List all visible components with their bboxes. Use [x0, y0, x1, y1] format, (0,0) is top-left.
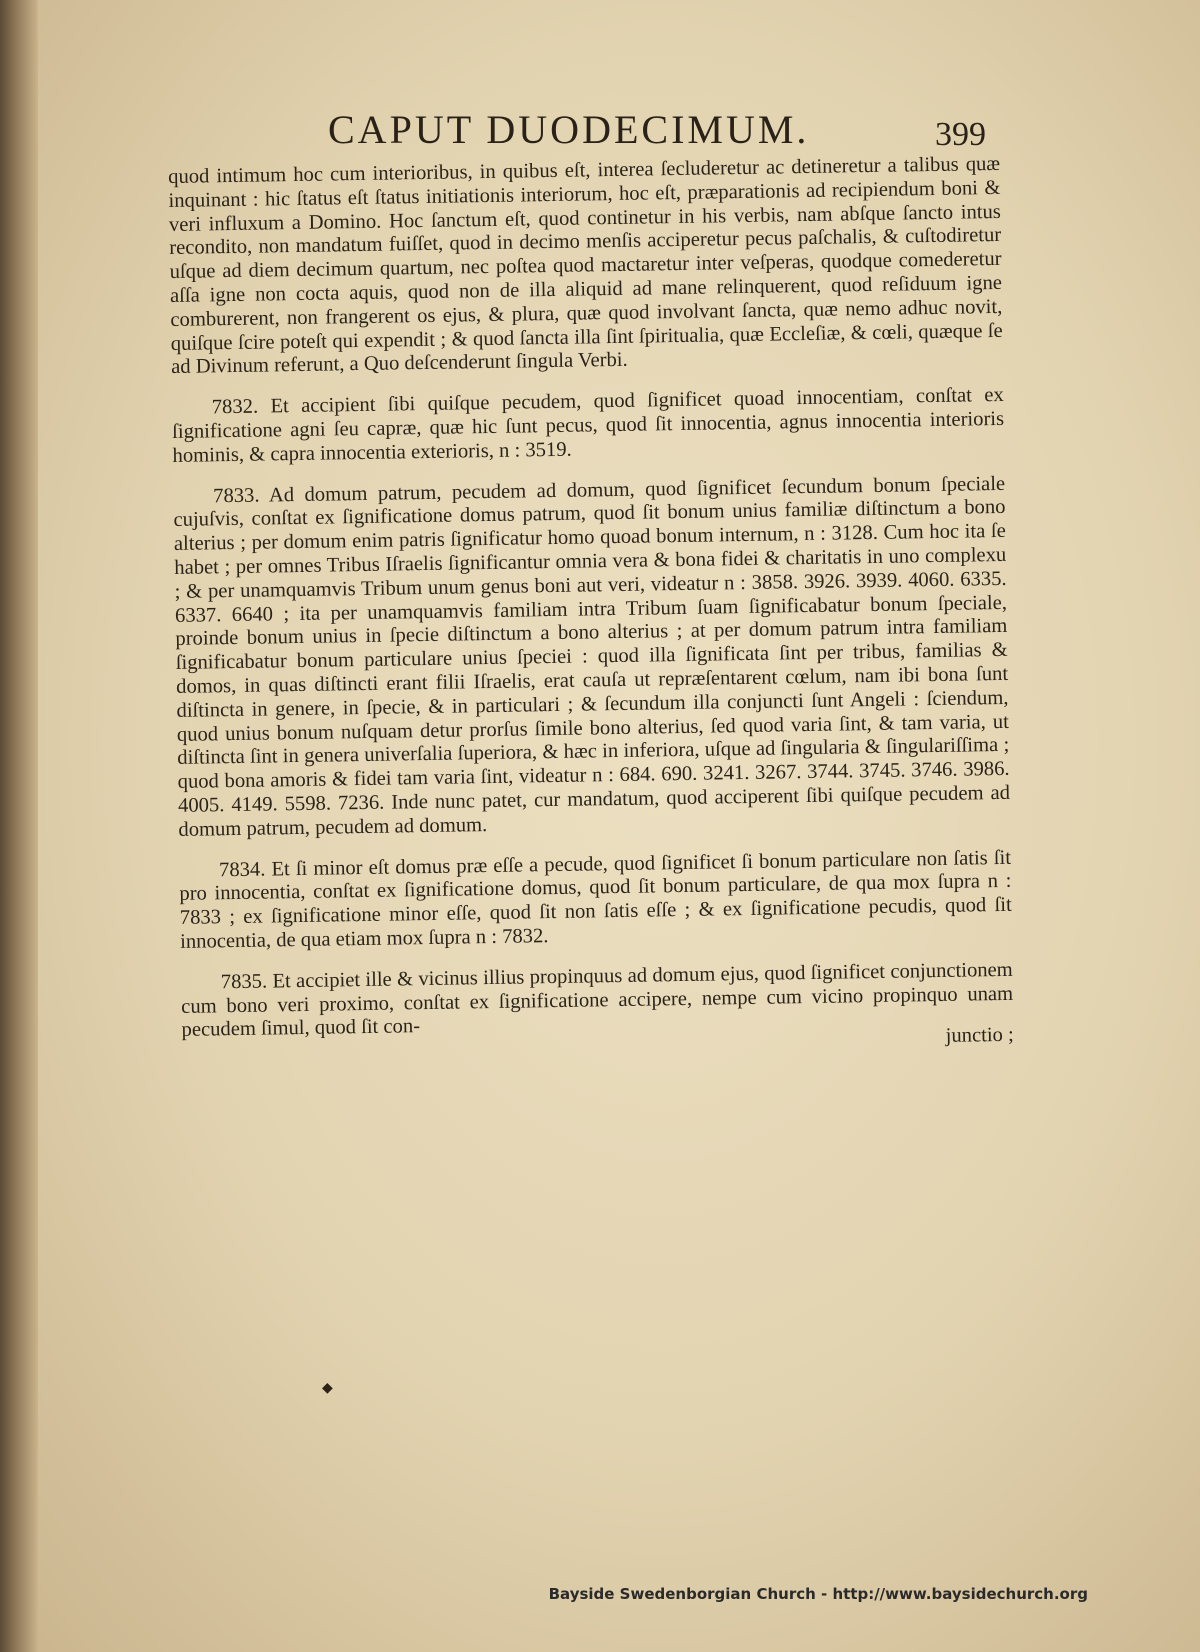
catchword: junctio ;	[945, 1023, 1014, 1047]
body-text	[168, 153, 1014, 1061]
binding-gutter	[0, 0, 38, 1652]
page-number: 399	[935, 116, 986, 153]
paragraph-continuation: quod intimum hoc cum interioribus, in quibus eſt, interea ſecluderetur ac detineretur a talibus quæ inquinant : hic ſtatus eſt ſtatus initiationis interiorum, hoc eſt, præparationis ad recipiendum boni & veri influxum a Domino. Hoc ſanctum eſt, quod continetur in his verbis, nam abſque ſancto intus recondito, non mandatum fuiſſet, quod in decimo menſis acciperetur pecus paſchalis, & cuſtodiretur uſque ad diem decimum quartum, nec poſtea quod mactaretur inter veſperas, quodque comederetur aſſa igne non cocta aquis, quod non de illa aliquid ad mane relinquerent, quod reſiduum igne comburerent, non frangerent os ejus, & plura, quæ quod involvant ſancta, quæ nemo adhuc novit, quiſque ſcire poteſt qui expendit ; & quod ſancta illa ſint ſpiritualia, quæ Eccleſiæ, & cœli, quæque ſe ad Divinum referunt, a Quo deſcenderunt ſingula Verbi.	[168, 152, 1003, 379]
paragraph-7834: 7834. Et ſi minor eſt domus præ eſſe a pecude, quod ſignificet ſi bonum particulare non ſatis ſit pro innocentia, conſtat ex ſignificatione domus, quod ſit bonum particulare, de qua mox ſupra n : 7833 ; ex ſignificatione minor eſſe, quod ſit non ſatis eſſe ; & ex ſignificatione pecudis, quod ſit innocentia, de qua etiam mox ſupra n : 7832.	[179, 846, 1012, 953]
ink-speck-icon: ◆	[322, 1380, 333, 1396]
footer-credit: Bayside Swedenborgian Church - http://www.baysidechurch.org	[548, 1585, 1088, 1603]
paragraph-7832: 7832. Et accipient ſibi quiſque pecudem, quod ſignificet quoad innocentiam, conſtat ex ſignificatione agni ſeu capræ, quæ hic ſunt pecus, quod ſit innocentia, agnus innocentia interioris hominis, & capra innocentia exterioris, n : 3519.	[172, 384, 1005, 467]
running-title: CAPUT DUODECIMUM.	[328, 107, 810, 152]
paragraph-7833: 7833. Ad domum patrum, pecudem ad domum, quod ſignificet ſecundum bonum ſpeciale cujuſvis, conſtat ex ſignificatione domus patrum, quod ſit bonum unius familiæ diſtinctum a bono alterius ; per domum enim patris ſignificatur homo quoad bonum internum, n : 3128. Cum hoc ita ſe habet ; per omnes Tribus Iſraelis ſignificantur omnia vera & bona fidei & charitatis in uno complexu ; & per unamquamvis Tribum unum genus boni aut veri, videatur n : 3858. 3926. 3939. 4060. 6335. 6337. 6640 ; ita per unamquamvis familiam intra Tribum ſuam ſignificabatur bonum ſpeciale, proinde bonum unius in ſpecie diſtinctum a bono alterius ; at per domum patrum intra familiam ſignificabatur bonum particulare unius ſpeciei : quod illa ſignificata ſint per tribus, familias & domos, in quas diſtincti erant filii Iſraelis, erat cauſa ut repræſentarent cœlum, nam ibi bona ſunt diſtincta in genere, in ſpecie, & in particulari ; & ſecundum illa conjuncti ſunt Angeli : ſciendum, quod unius bonum nuſquam detur prorſus ſimile bono alterius, ſed quod varia ſint, & tam varia, ut diſtincta ſint in genera univerſalia ſuperiora, & hæc in inferiora, uſque ad ſingularia & ſingulariſſima ; quod bona amoris & fidei tam varia ſint, videatur n : 684. 690. 3241. 3267. 3744. 3745. 3746. 3986. 4005. 4149. 5598. 7236. Inde nunc patet, cur mandatum, quod acciperent ſibi quiſque pecudem ad domum patrum, pecudem ad domum.	[173, 472, 1011, 841]
paragraph-7835: 7835. Et accipiet ille & vicinus illius propinquus ad domum ejus, quod ſignificet conjunctionem cum bono veri proximo, conſtat ex ſignificatione accipere, nempe cum vicino propinquo unam pecudem ſimul, quod ſit con-	[181, 958, 1014, 1042]
